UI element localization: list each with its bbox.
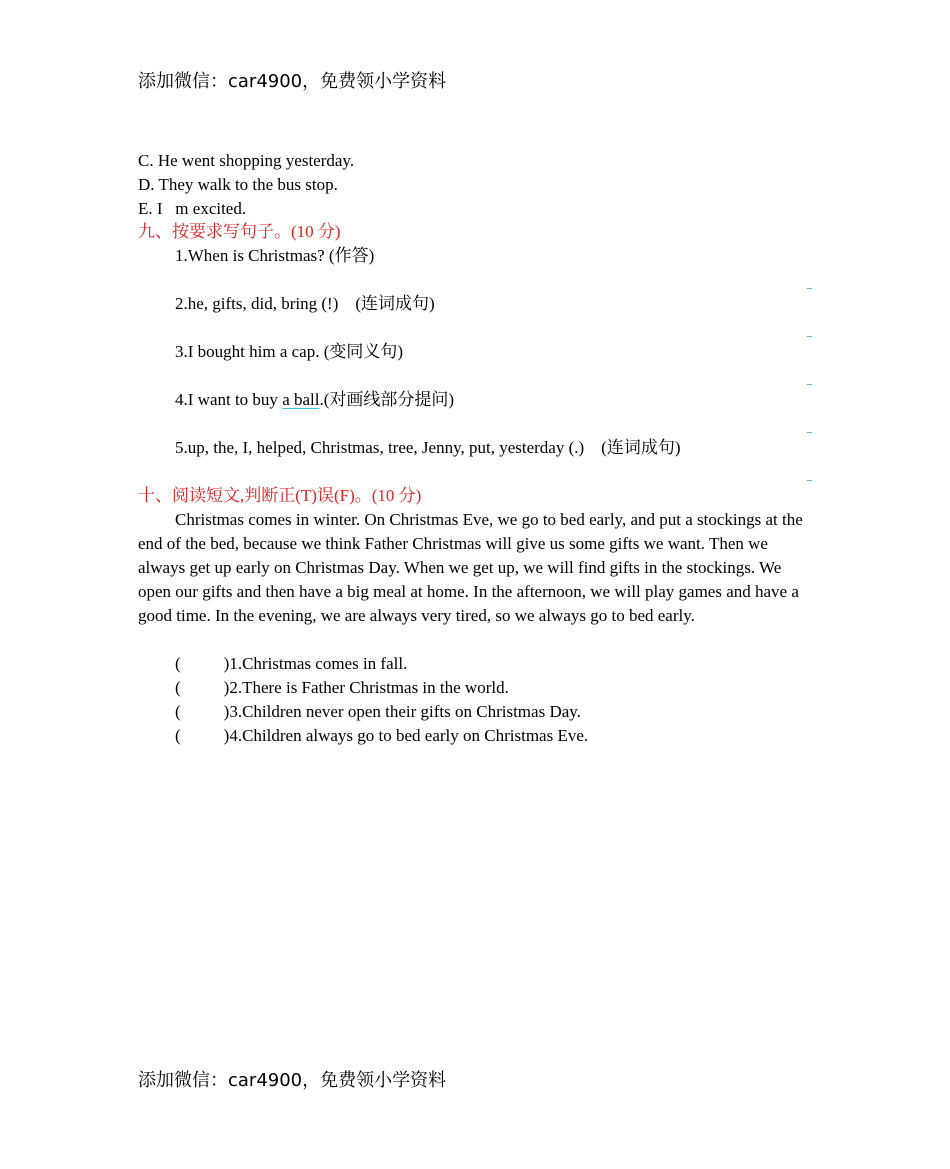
- section-9-item-1: 1.When is Christmas? (作答): [175, 246, 375, 265]
- section-9-item-4: [175, 388, 454, 412]
- footer-watermark-note: 添加微信：car4900，免费领小学资料: [138, 1070, 447, 1091]
- item-4-prefix: 4.I want to buy: [175, 390, 283, 409]
- section-10-heading: 十、阅读短文,判断正(T)误(F)。(10 分): [138, 486, 422, 505]
- answer-line-marker: [807, 480, 812, 481]
- answer-bracket-open: (: [175, 678, 181, 697]
- section-9-item-5: 5.up, the, I, helped, Christmas, tree, Jenny, put, yesterday (.) (连词成句): [175, 438, 681, 457]
- option-c: C. He went shopping yesterday.: [138, 151, 355, 170]
- answer-bracket-open: (: [175, 726, 181, 745]
- answer-line-marker: [807, 336, 812, 337]
- section-9-item-2: 2.he, gifts, did, bring (!) (连词成句): [175, 294, 435, 313]
- judgement-question-1: [175, 652, 407, 676]
- question-text: )1.Christmas comes in fall.: [223, 654, 408, 673]
- item-4-underlined-phrase: a ball: [282, 390, 320, 409]
- reading-passage: Christmas comes in winter. On Christmas Eve, we go to bed early, and put a stockings at the end of the bed, because we think Father Christmas will give us some gifts we want. Then we always get up early on Christmas Day. When we get up, we will find gifts in the stockings. We open our gifts and then have a big meal at home. In the afternoon, we will play games and have a good time. In the evening, we are always very tired, so we always go to bed early.: [138, 510, 803, 625]
- option-d: D. They walk to the bus stop.: [138, 175, 338, 194]
- judgement-question-4: [175, 724, 588, 748]
- answer-line-marker: [807, 384, 812, 385]
- header-watermark-note: 添加微信：car4900，免费领小学资料: [138, 71, 447, 92]
- answer-bracket-open: (: [175, 654, 181, 673]
- question-text: )2.There is Father Christmas in the world.: [223, 678, 509, 697]
- judgement-question-2: [175, 676, 509, 700]
- question-text: )4.Children always go to bed early on Christmas Eve.: [223, 726, 589, 745]
- option-e: E. I m excited.: [138, 199, 247, 218]
- answer-line-marker: [807, 288, 812, 289]
- judgement-question-3: [175, 700, 581, 724]
- question-text: )3.Children never open their gifts on Christmas Day.: [223, 702, 581, 721]
- section-9-item-3: 3.I bought him a cap. (变同义句): [175, 342, 404, 361]
- answer-bracket-open: (: [175, 702, 181, 721]
- item-4-suffix: .(对画线部分提问): [319, 390, 455, 409]
- answer-line-marker: [807, 432, 812, 433]
- section-9-heading: 九、按要求写句子。(10 分): [138, 222, 341, 241]
